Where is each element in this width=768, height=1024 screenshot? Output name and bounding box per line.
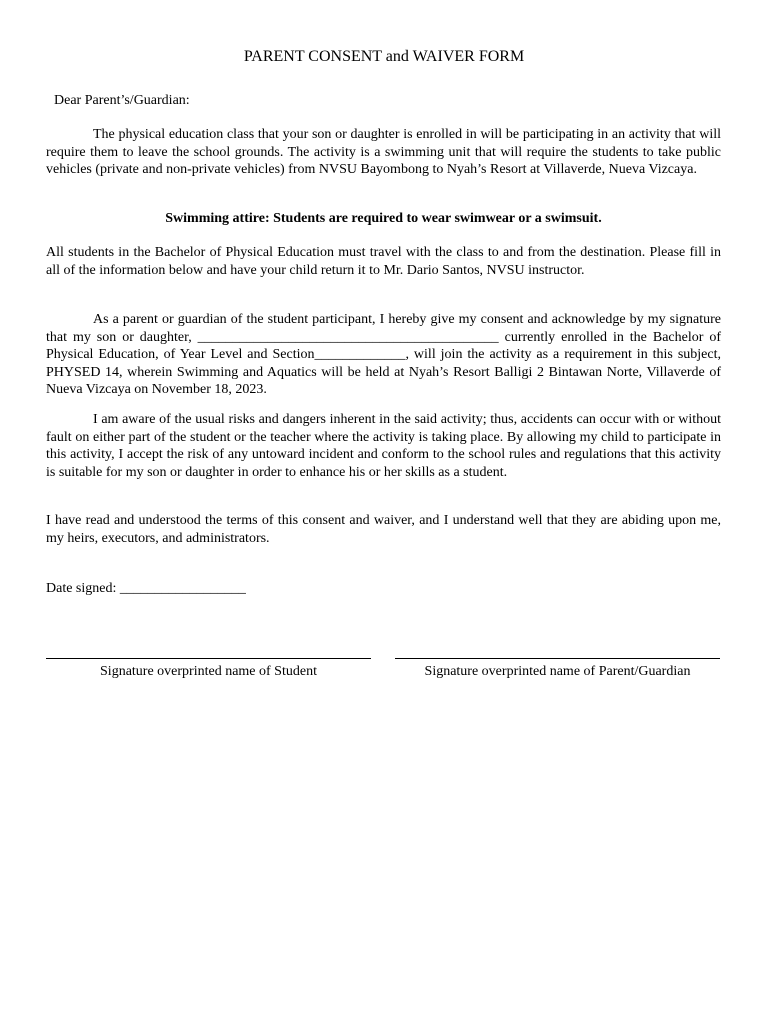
greeting: Dear Parent’s/Guardian: <box>54 93 190 108</box>
paragraph-consent: As a parent or guardian of the student participant, I hereby give my consent and acknowledge by my signature that my son or daughter, ___________________________________________ currently enrolled in the Bachelor of Physical Education, of Year Level and Section_____________, will join the activity as a requirement in this subject, PHYSED 14, wherein Swimming and Aquatics will be held at Nyah’s Resort Balligi 2 Bintawan Norte, Villaverde of Nueva Vizcaya on November 18, 2023. <box>46 312 721 397</box>
date-signed: Date signed: __________________ <box>46 581 246 596</box>
attire-notice: Swimming attire: Students are required to wear swimwear or a swimsuit. <box>165 211 602 226</box>
paragraph-travel: All students in the Bachelor of Physical Education must travel with the class to and from the destination. Please fill in all of the information below and have your child return it to Mr. Dario Santos, NVSU instructor. <box>46 245 721 278</box>
paragraph-risks: I am aware of the usual risks and dangers inherent in the said activity; thus, accidents can occur with or without fault on either part of the student or the teacher where the activity is taking place. By allowing my child to participate in this activity, I accept the risk of any untoward incident and conform to the school rules and regulations that this activity is suitable for my son or daughter in order to enhance his or her skills as a student. <box>46 412 721 480</box>
student-signature-label: Signature overprinted name of Student <box>100 664 317 679</box>
student-signature-line <box>46 658 371 659</box>
paragraph-activity: The physical education class that your son or daughter is enrolled in will be participating in an activity that will require them to leave the school grounds. The activity is a swimming unit that will require the students to take public vehicles (private and non-private vehicles) from NVSU Bayombong to Nyah’s Resort at Villaverde, Nueva Vizcaya. <box>46 127 721 177</box>
parent-signature-label: Signature overprinted name of Parent/Guardian <box>424 664 691 679</box>
parent-signature-line <box>395 658 720 659</box>
form-title: PARENT CONSENT and WAIVER FORM <box>243 48 525 65</box>
paragraph-acknowledgement: I have read and understood the terms of this consent and waiver, and I understand well that they are abiding upon me, my heirs, executors, and administrators. <box>46 513 721 546</box>
